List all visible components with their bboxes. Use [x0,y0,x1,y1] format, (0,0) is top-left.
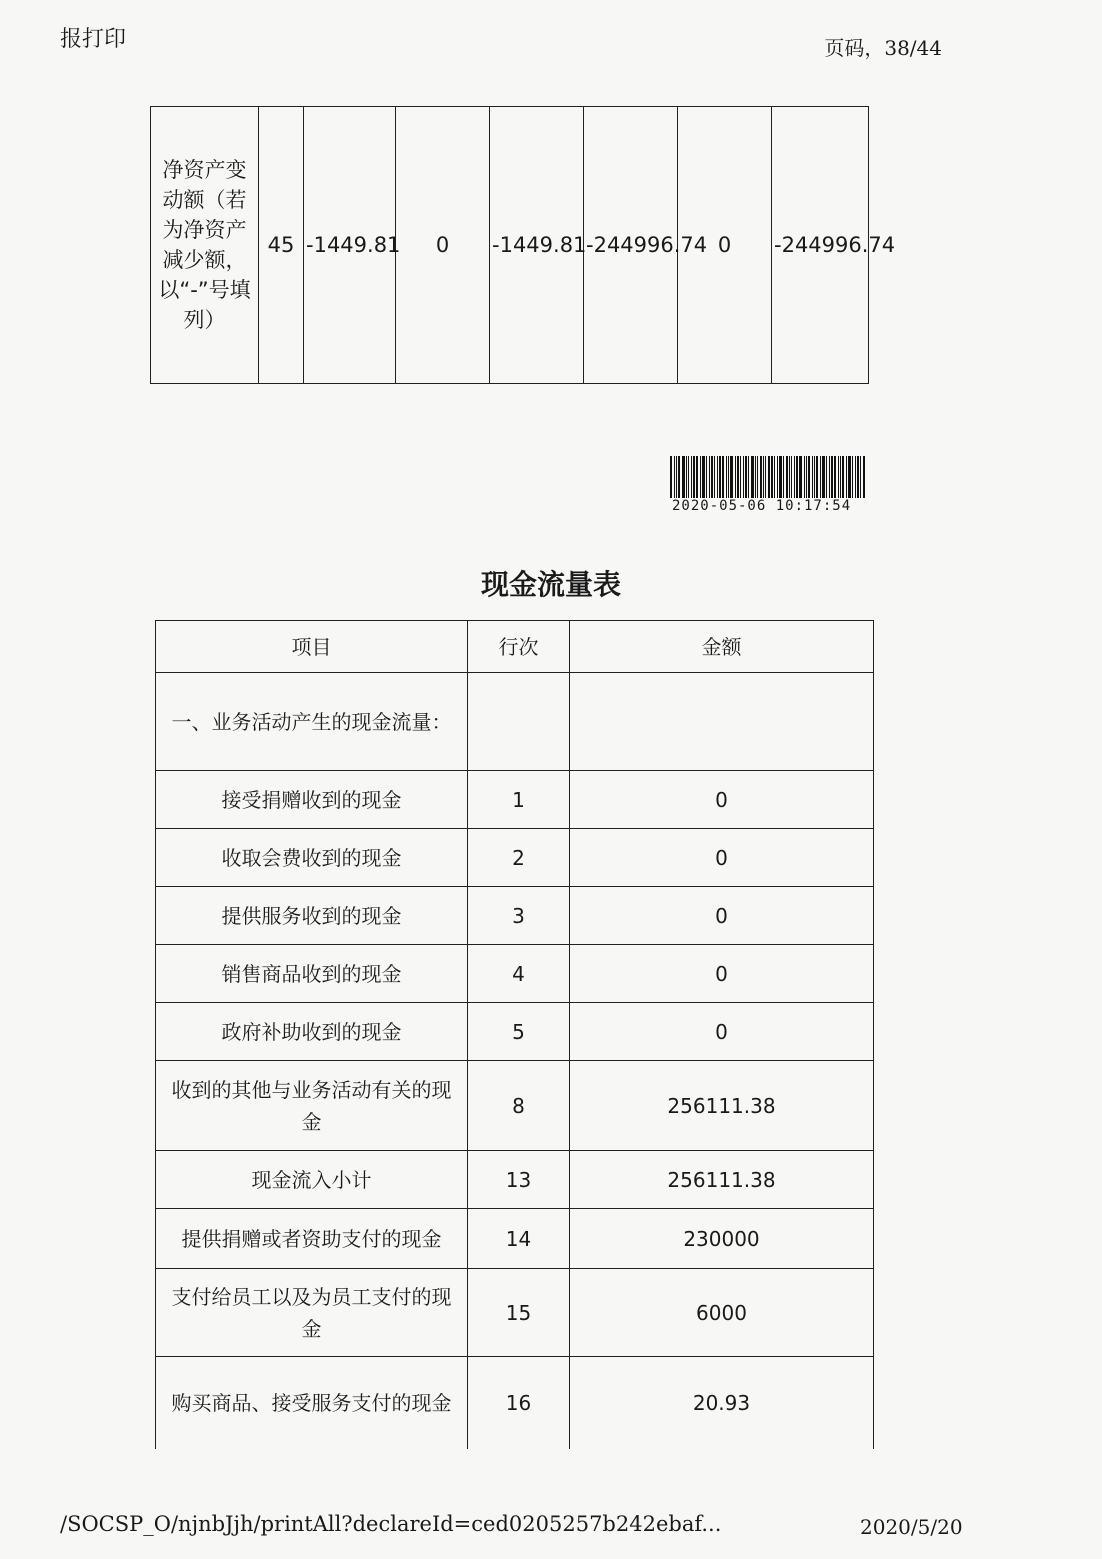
item-cell: 现金流入小计 [156,1151,468,1209]
barcode-bar [808,456,810,498]
barcode-bar [786,456,788,498]
item-cell: 接受捐赠收到的现金 [156,771,468,829]
row-cell: 14 [468,1209,570,1269]
barcode-bar [700,456,701,498]
amount-cell: 6000 [570,1269,874,1357]
barcode-bar [789,456,790,498]
barcode-bar [765,456,766,498]
barcode-bar [678,456,680,498]
barcode-bar [693,456,695,498]
barcode-bar [696,456,698,498]
amount-cell: 0 [570,771,874,829]
barcode-bar [774,456,775,498]
barcode-bar [674,456,675,498]
barcode-bar [722,456,724,498]
value-cell: 0 [678,107,772,384]
barcode-bar [779,456,782,498]
barcode-bar [702,456,705,498]
barcode-bar [686,456,687,498]
barcode-bar [814,456,815,498]
barcode-bar [842,456,844,498]
barcode-bar [717,456,718,498]
row-cell: 16 [468,1357,570,1449]
value-cell: -244996.74 [772,107,869,384]
barcode-bar [730,456,733,498]
amount-cell: 0 [570,1003,874,1061]
barcode-bar [777,456,778,498]
item-cell: 提供服务收到的现金 [156,887,468,945]
table-row [156,1003,874,1061]
barcode-bar [840,456,841,498]
value-cell: -244996.74 [584,107,678,384]
barcode-bar [838,456,839,498]
amount-cell: 230000 [570,1209,874,1269]
barcode-bar [852,456,853,498]
barcode-bar [755,456,756,498]
barcode-bar [822,456,825,498]
barcode-bar [816,456,818,498]
amount-cell: 256111.38 [570,1061,874,1151]
amount-cell: 20.93 [570,1357,874,1449]
barcode-bar [711,456,713,498]
row-cell: 8 [468,1061,570,1151]
barcode-bar [682,456,685,498]
barcode-bar [748,456,749,498]
table-row [156,771,874,829]
value-cell: -1449.81 [490,107,584,384]
barcode-bar [745,456,747,498]
item-cell: 销售商品收到的现金 [156,945,468,1003]
item-cell: 提供捐赠或者资助支付的现金 [156,1209,468,1269]
barcode-bar [794,456,795,498]
amount-cell: 256111.38 [570,1151,874,1209]
row-number: 45 [259,107,304,384]
barcode-bar [804,456,805,498]
header-row: 行次 [468,621,570,673]
barcode-bar [812,456,813,498]
item-cell: 收取会费收到的现金 [156,829,468,887]
net-assets-change-table [150,106,896,384]
page-title: 现金流量表 [480,568,621,601]
barcode-bar [834,456,836,498]
barcode-bar [728,456,729,498]
footer-url: /SOCSP_O/njnbJjh/printAll?declareId=ced0205257b242ebaf... [60,1512,722,1536]
table-row [156,1357,874,1449]
barcode-bar [676,456,677,498]
item-cell: 政府补助收到的现金 [156,1003,468,1061]
amount-cell: 0 [570,887,874,945]
barcode-bar [771,456,773,498]
table-row [156,945,874,1003]
row-cell: 3 [468,887,570,945]
row-cell: 13 [468,1151,570,1209]
table-row [156,1269,874,1357]
row-cell: 4 [468,945,570,1003]
row-cell: 5 [468,1003,570,1061]
barcode-bar [709,456,710,498]
barcode-bar [857,456,859,498]
barcode-bar [799,456,802,498]
table-row [156,1209,874,1269]
section-heading: 一、业务活动产生的现金流量： [156,673,468,771]
barcode-bar [826,456,827,498]
table-row [156,1061,874,1151]
page-number: 页码，38/44 [824,36,942,60]
barcode-bar [760,456,762,498]
amount-cell: 0 [570,945,874,1003]
header-item: 项目 [156,621,468,673]
barcode-bar [848,456,851,498]
item-cell: 收到的其他与业务活动有关的现金 [156,1061,468,1151]
cash-flow-table [155,620,874,1449]
barcode-bar [737,456,739,498]
barcode-bar [860,456,861,498]
value-cell: -1449.81 [304,107,396,384]
barcode-bar [846,456,847,498]
header-amount: 金额 [570,621,874,673]
barcode [670,456,868,498]
item-cell: 购买商品、接受服务支付的现金 [156,1357,468,1449]
barcode-bar [719,456,721,498]
table-row [156,887,874,945]
barcode-timestamp: 2020-05-06 10:17:54 [672,498,852,514]
barcode-bar [829,456,830,498]
barcode-bar [670,456,672,498]
item-cell: 支付给员工以及为员工支付的现金 [156,1269,468,1357]
empty-cell [468,673,570,771]
barcode-bar [735,456,736,498]
barcode-bar [714,456,715,498]
amount-cell: 0 [570,829,874,887]
net-assets-change-label: 净资产变动额（若为净资产减少额，以“-”号填列） [151,107,259,384]
barcode-bar [791,456,792,498]
barcode-bar [688,456,689,498]
barcode-bar [820,456,821,498]
barcode-bar [796,456,798,498]
empty-cell [570,673,874,771]
value-cell: 0 [396,107,490,384]
barcode-bar [863,456,865,498]
table-row [156,829,874,887]
barcode-bar [726,456,727,498]
barcode-bar [706,456,707,498]
row-cell: 2 [468,829,570,887]
barcode-bar [806,456,807,498]
footer-date: 2020/5/20 [860,1515,963,1539]
barcode-bar [855,456,856,498]
barcode-bar [757,456,758,498]
barcode-bar [783,456,784,498]
row-cell: 1 [468,771,570,829]
barcode-bar [831,456,833,498]
barcode-bar [768,456,770,498]
barcode-bar [691,456,692,498]
header-left-text: 报打印 [60,27,127,52]
table-row [156,1151,874,1209]
barcode-bar [751,456,754,498]
barcode-bar [763,456,764,498]
row-cell: 15 [468,1269,570,1357]
barcode-bar [743,456,744,498]
barcode-bar [740,456,741,498]
